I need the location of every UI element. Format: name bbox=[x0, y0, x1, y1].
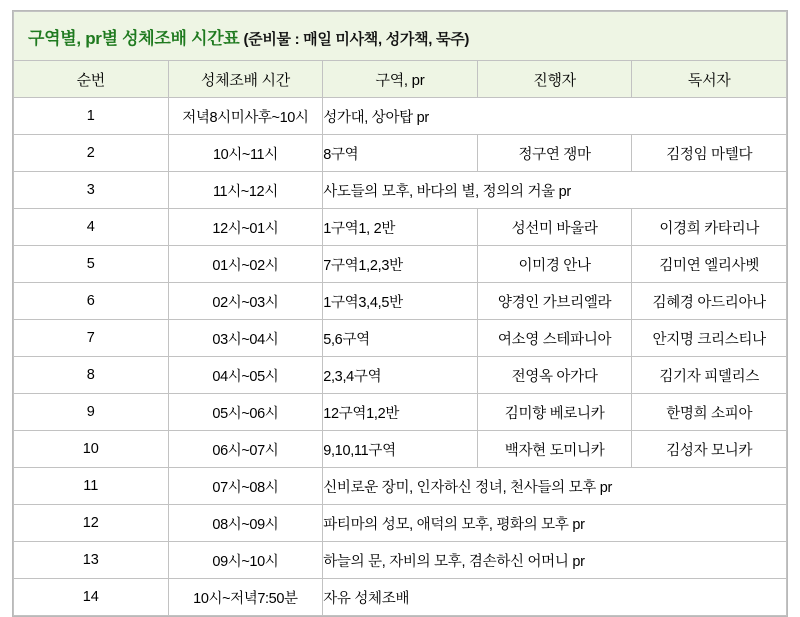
cell-time: 03시~04시 bbox=[168, 320, 323, 357]
cell-reader: 김혜경 아드리아나 bbox=[632, 283, 787, 320]
table-row bbox=[14, 98, 787, 135]
document-title-cell bbox=[14, 12, 787, 61]
cell-leader: 여소영 스테파니아 bbox=[477, 320, 632, 357]
cell-num: 12 bbox=[14, 505, 169, 542]
cell-reader: 이경희 카타리나 bbox=[632, 209, 787, 246]
cell-time: 07시~08시 bbox=[168, 468, 323, 505]
table-row bbox=[14, 357, 787, 394]
column-header-area: 구역, pr bbox=[323, 61, 478, 98]
title-row bbox=[14, 12, 787, 61]
cell-time: 01시~02시 bbox=[168, 246, 323, 283]
cell-leader: 성선미 바울라 bbox=[477, 209, 632, 246]
cell-time: 05시~06시 bbox=[168, 394, 323, 431]
cell-reader: 김미연 엘리사벳 bbox=[632, 246, 787, 283]
table-header-row bbox=[14, 61, 787, 98]
page-title: 구역별, pr별 성체조배 시간표 bbox=[28, 28, 240, 48]
table-row bbox=[14, 468, 787, 505]
cell-reader: 김성자 모니카 bbox=[632, 431, 787, 468]
cell-time: 10시~저녁7:50분 bbox=[168, 579, 323, 616]
cell-reader: 안지명 크리스티나 bbox=[632, 320, 787, 357]
table-row bbox=[14, 246, 787, 283]
cell-num: 14 bbox=[14, 579, 169, 616]
column-header-reader: 독서자 bbox=[632, 61, 787, 98]
cell-num: 13 bbox=[14, 542, 169, 579]
cell-num: 8 bbox=[14, 357, 169, 394]
cell-area: 7구역1,2,3반 bbox=[323, 246, 478, 283]
cell-time: 08시~09시 bbox=[168, 505, 323, 542]
cell-area: 8구역 bbox=[323, 135, 478, 172]
cell-time: 12시~01시 bbox=[168, 209, 323, 246]
table-row bbox=[14, 135, 787, 172]
schedule-table-body bbox=[14, 12, 787, 616]
cell-reader: 김기자 피델리스 bbox=[632, 357, 787, 394]
cell-num: 10 bbox=[14, 431, 169, 468]
table-row bbox=[14, 431, 787, 468]
table-row bbox=[14, 394, 787, 431]
cell-area: 하늘의 문, 자비의 모후, 겸손하신 어머니 pr bbox=[323, 542, 787, 579]
cell-leader: 정구연 쟁마 bbox=[477, 135, 632, 172]
table-row bbox=[14, 320, 787, 357]
cell-num: 9 bbox=[14, 394, 169, 431]
cell-area: 신비로운 장미, 인자하신 정녀, 천사들의 모후 pr bbox=[323, 468, 787, 505]
cell-area: 사도들의 모후, 바다의 별, 정의의 거울 pr bbox=[323, 172, 787, 209]
cell-num: 5 bbox=[14, 246, 169, 283]
column-header-leader: 진행자 bbox=[477, 61, 632, 98]
schedule-table-container bbox=[12, 10, 788, 617]
cell-area: 2,3,4구역 bbox=[323, 357, 478, 394]
cell-time: 09시~10시 bbox=[168, 542, 323, 579]
table-row bbox=[14, 283, 787, 320]
table-row bbox=[14, 542, 787, 579]
cell-leader: 전영옥 아가다 bbox=[477, 357, 632, 394]
cell-time: 저녁8시미사후~10시 bbox=[168, 98, 323, 135]
cell-num: 6 bbox=[14, 283, 169, 320]
table-row bbox=[14, 579, 787, 616]
cell-area: 자유 성체조배 bbox=[323, 579, 787, 616]
cell-area: 1구역1, 2반 bbox=[323, 209, 478, 246]
cell-leader: 이미경 안나 bbox=[477, 246, 632, 283]
cell-area: 파티마의 성모, 애덕의 모후, 평화의 모후 pr bbox=[323, 505, 787, 542]
cell-area: 9,10,11구역 bbox=[323, 431, 478, 468]
cell-area: 12구역1,2반 bbox=[323, 394, 478, 431]
table-row bbox=[14, 505, 787, 542]
cell-num: 11 bbox=[14, 468, 169, 505]
cell-area: 1구역3,4,5반 bbox=[323, 283, 478, 320]
cell-time: 06시~07시 bbox=[168, 431, 323, 468]
cell-area: 5,6구역 bbox=[323, 320, 478, 357]
cell-num: 4 bbox=[14, 209, 169, 246]
schedule-table bbox=[13, 11, 787, 616]
cell-time: 04시~05시 bbox=[168, 357, 323, 394]
cell-num: 2 bbox=[14, 135, 169, 172]
cell-reader: 김정임 마텔다 bbox=[632, 135, 787, 172]
page-subtitle: (준비물 : 매일 미사책, 성가책, 묵주) bbox=[243, 30, 470, 48]
cell-num: 1 bbox=[14, 98, 169, 135]
cell-area: 성가대, 상아탑 pr bbox=[323, 98, 787, 135]
cell-num: 3 bbox=[14, 172, 169, 209]
cell-leader: 백자현 도미니카 bbox=[477, 431, 632, 468]
column-header-num: 순번 bbox=[14, 61, 169, 98]
cell-time: 10시~11시 bbox=[168, 135, 323, 172]
cell-num: 7 bbox=[14, 320, 169, 357]
table-row bbox=[14, 209, 787, 246]
cell-leader: 양경인 가브리엘라 bbox=[477, 283, 632, 320]
cell-time: 02시~03시 bbox=[168, 283, 323, 320]
column-header-time: 성체조배 시간 bbox=[168, 61, 323, 98]
cell-reader: 한명희 소피아 bbox=[632, 394, 787, 431]
table-row bbox=[14, 172, 787, 209]
cell-time: 11시~12시 bbox=[168, 172, 323, 209]
cell-leader: 김미향 베로니카 bbox=[477, 394, 632, 431]
